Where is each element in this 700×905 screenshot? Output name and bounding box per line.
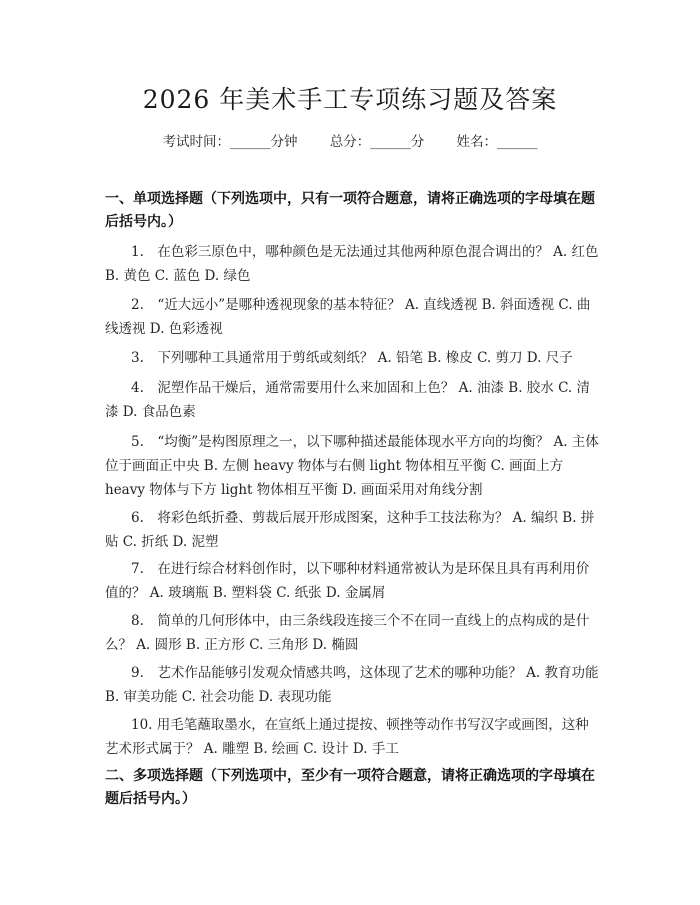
question-3: 3. 下列哪种工具通常用于剪纸或刻纸？ A. 铅笔 B. 橡皮 C. 剪刀 D. 尺子: [131, 350, 573, 366]
question-7: 7. 在进行综合材料创作时，以下哪种材料通常被认为是环保且具有再利用价值的？ A. 玻璃瓶 B. 塑料袋 C. 纸张 D. 金属屑: [105, 561, 590, 601]
question-6: 6. 将彩色纸折叠、剪裁后展开形成图案，这种手工技法称为？ A. 编织 B. 拼贴 C. 折纸 D. 泥塑: [105, 510, 595, 550]
question-9: 9. 艺术作品能够引发观众情感共鸣，这体现了艺术的哪种功能？ A. 教育功能 B. 审美功能 C. 社会功能 D. 表现功能: [105, 665, 599, 705]
total-score-field: 总分：______分: [329, 134, 425, 150]
section-heading-multiple-choice: 二、多项选择题（下列选项中，至少有一项符合题意，请将正确选项的字母填在题后括号内。）: [105, 768, 595, 807]
page-title: 2026 年美术手工专项练习题及答案: [142, 85, 558, 114]
section-heading-single-choice: 一、单项选择题（下列选项中，只有一项符合题意，请将正确选项的字母填在题后括号内。）: [105, 191, 595, 230]
question-5: 5. “均衡”是构图原理之一，以下哪种描述最能体现水平方向的均衡？ A. 主体位于画面正中央 B. 左侧 heavy 物体与右侧 light 物体相互平衡 C. 画面上方 heavy 物体与下方 light 物体相互平衡 D. 画面采用对角线分割: [105, 434, 599, 498]
exam-meta: [0, 130, 700, 150]
question-10: 10. 用毛笔蘸取墨水，在宣纸上通过提按、顿挫等动作书写汉字或画图，这种艺术形式属于？ A. 雕塑 B. 绘画 C. 设计 D. 手工: [105, 717, 589, 757]
student-name-field: 姓名：______: [456, 134, 538, 150]
question-8: 8. 简单的几何形体中，由三条线段连接三个不在同一直线上的点构成的是什么？ A. 圆形 B. 正方形 C. 三角形 D. 椭圆: [105, 613, 590, 653]
question-1: 1. 在色彩三原色中，哪种颜色是无法通过其他两种原色混合调出的？ A. 红色 B. 黄色 C. 蓝色 D. 绿色: [105, 244, 599, 284]
question-2: 2. “近大远小”是哪种透视现象的基本特征？ A. 直线透视 B. 斜面透视 C. 曲线透视 D. 色彩透视: [105, 297, 591, 337]
question-4: 4. 泥塑作品干燥后，通常需要用什么来加固和上色？ A. 油漆 B. 胶水 C. 清漆 D. 食品色素: [105, 380, 591, 420]
exam-time-field: 考试时间：______分钟: [162, 134, 298, 150]
